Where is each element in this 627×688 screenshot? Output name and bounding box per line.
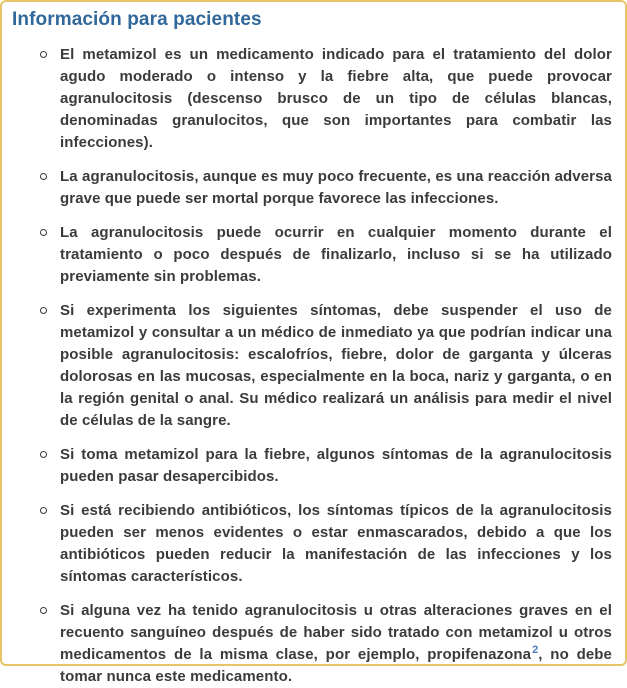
page-title: Información para pacientes [12, 9, 262, 30]
circle-bullet-icon [40, 173, 47, 180]
list-item-text [60, 600, 612, 688]
circle-bullet-icon [40, 307, 47, 314]
list-item-text: El metamizol es un medicamento indicado para el tratamiento del dolor agudo moderado o intenso y la fiebre alta, que puede provocar agranulocitosis (descenso brusco de un tipo de células blancas, denominadas granulocitos, que son importantes para combatir las infecciones). [60, 46, 612, 151]
circle-bullet-icon [40, 451, 47, 458]
list-item [40, 166, 612, 210]
list-item-text: La agranulocitosis, aunque es muy poco frecuente, es una reacción adversa grave que puede ser mortal porque favorece las infecciones. [60, 168, 612, 207]
list-item-text-after-ref: , no debe tomar nunca este medicamento. [60, 646, 612, 685]
list-item [40, 500, 612, 588]
list-item-text: La agranulocitosis puede ocurrir en cualquier momento durante el tratamiento o poco después de finalizarlo, incluso si se ha utilizado previamente sin problemas. [60, 224, 612, 285]
list-item [40, 44, 612, 154]
list-item-text-before-ref: Si alguna vez ha tenido agranulocitosis u otras alteraciones graves en el recuento sanguíneo después de haber sido tratado con metamizol u otros medicamentos de la misma clase, por ejemplo, propifenazona [60, 602, 612, 663]
list-item [40, 444, 612, 488]
footnote-reference-link[interactable]: 2 [532, 644, 539, 656]
bullet-list [12, 44, 612, 688]
list-item [40, 222, 612, 288]
list-item-text: Si está recibiendo antibióticos, los síntomas típicos de la agranulocitosis pueden ser menos evidentes o estar enmascarados, debido a que los antibióticos pueden reducir la manifestación de las infecciones y los síntomas característicos. [60, 502, 612, 585]
circle-bullet-icon [40, 51, 47, 58]
circle-bullet-icon [40, 229, 47, 236]
circle-bullet-icon [40, 507, 47, 514]
list-item-text: Si experimenta los siguientes síntomas, debe suspender el uso de metamizol y consultar a un médico de inmediato ya que podrían indicar una posible agranulocitosis: escalofríos, fiebre, dolor de garganta y úlceras dolorosas en las mucosas, especialmente en la boca, nariz y garganta, o en la región genital o anal. Su médico realizará un análisis para medir el nivel de células de la sangre. [60, 302, 612, 429]
circle-bullet-icon [40, 607, 47, 614]
list-item-text: Si toma metamizol para la fiebre, algunos síntomas de la agranulocitosis pueden pasar desapercibidos. [60, 446, 612, 485]
list-item [40, 300, 612, 432]
list-item [40, 600, 612, 688]
